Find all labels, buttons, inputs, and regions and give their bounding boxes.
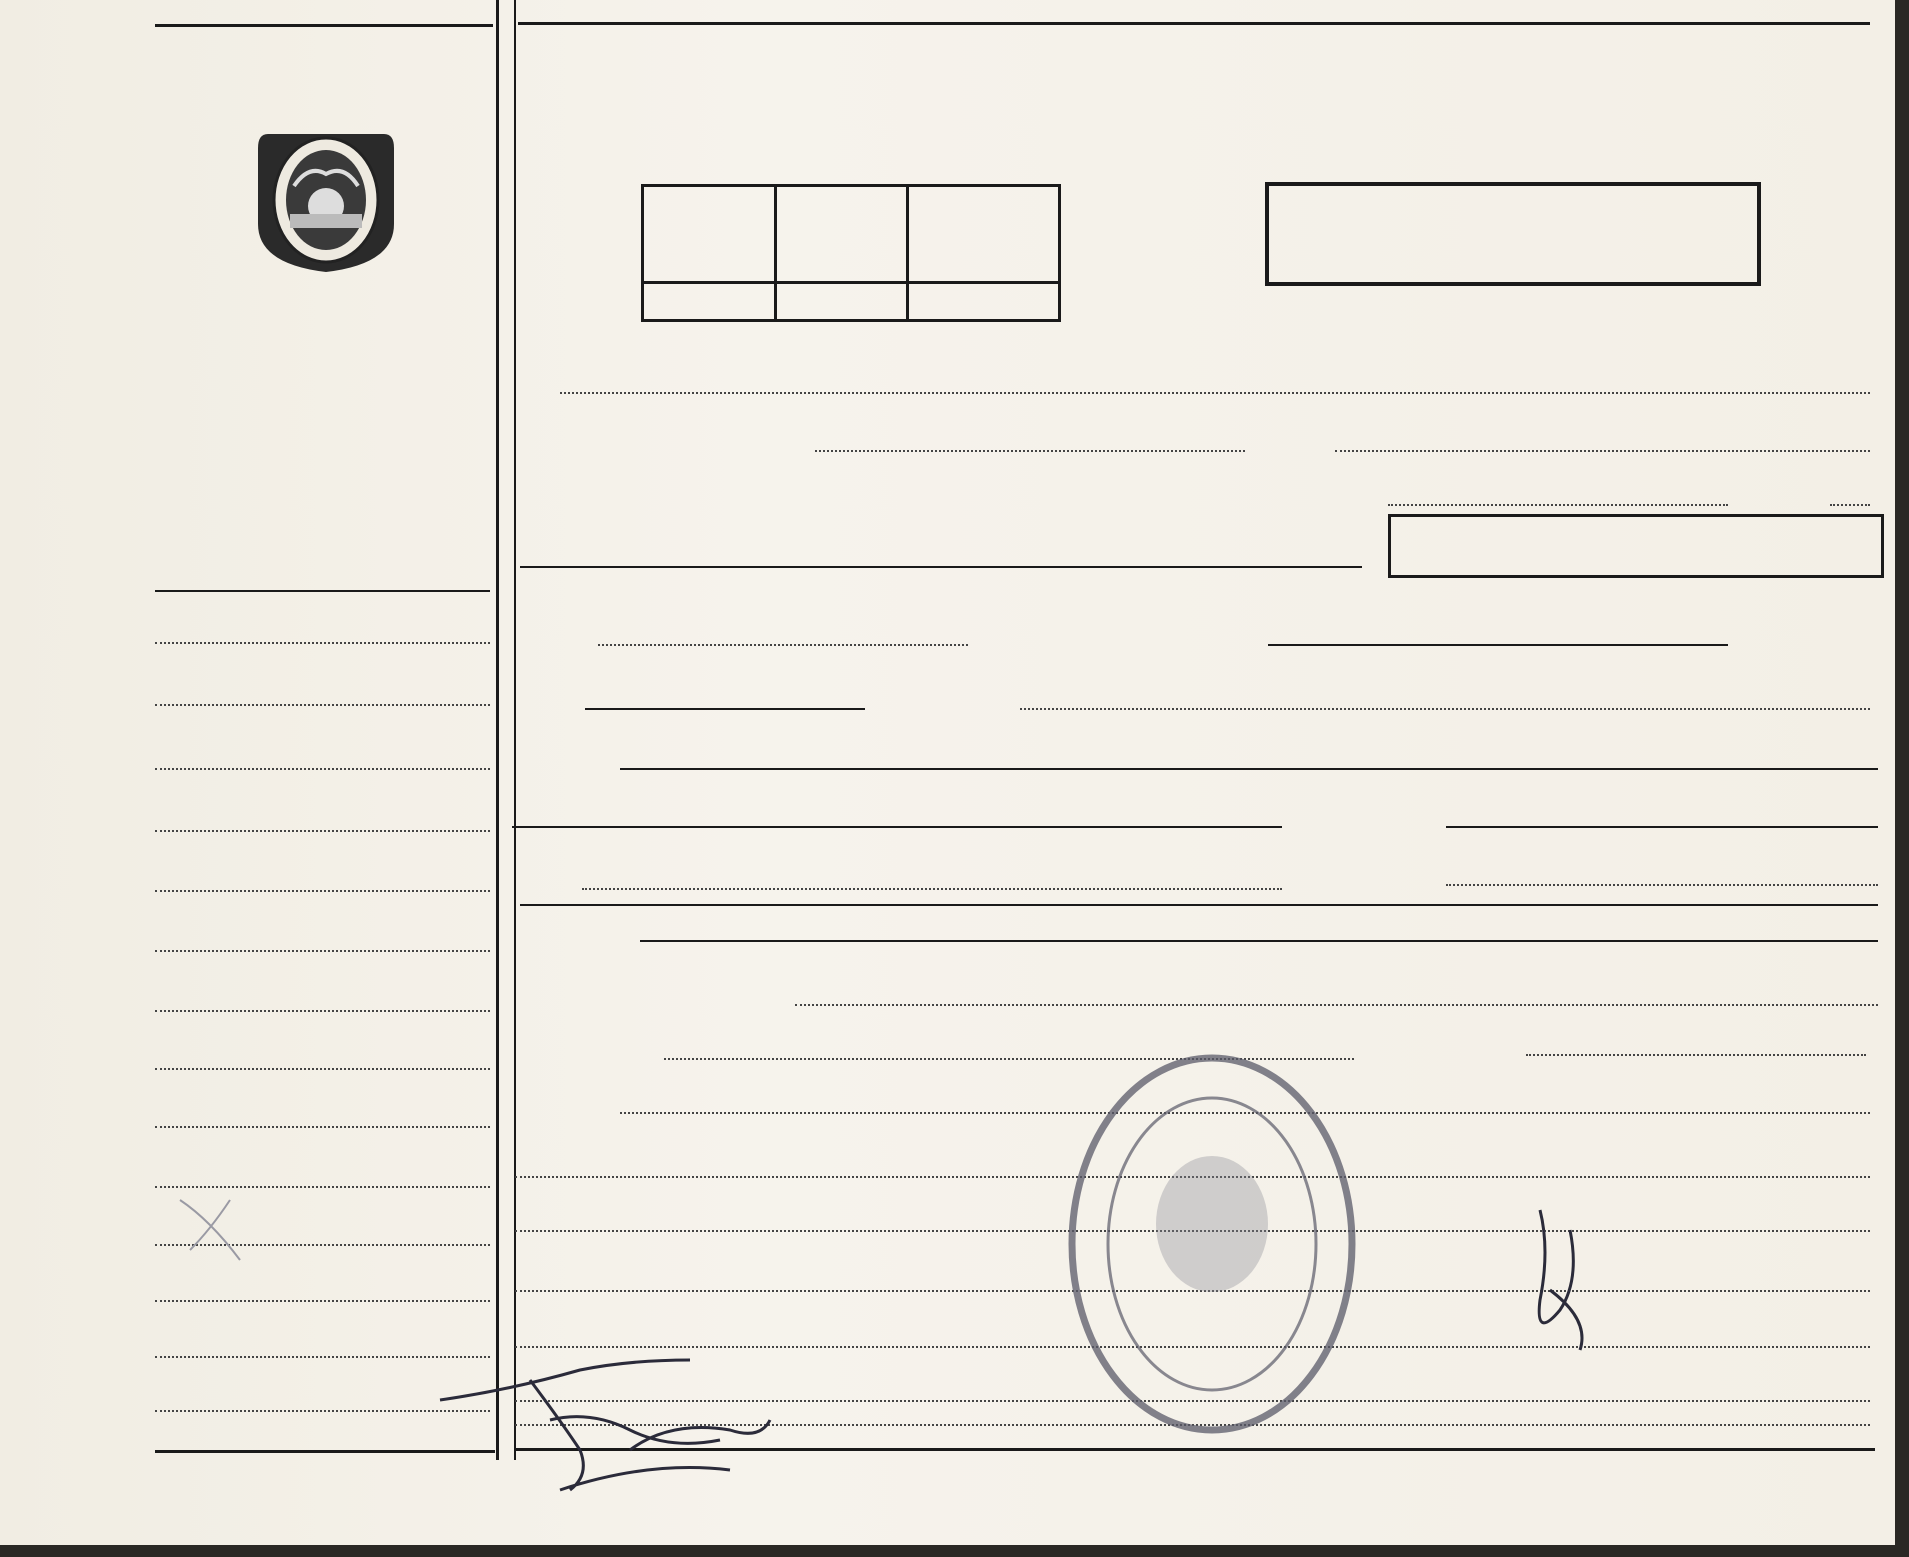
record-number-box [641,184,1061,322]
official-stamp [1062,1048,1362,1440]
dni-box [1388,514,1884,578]
margin-mark [170,1180,260,1270]
provincial-seal [254,114,398,274]
column-divider [496,0,499,1460]
authorized-signature [1510,1190,1630,1360]
top-rule-left [155,24,493,27]
column-divider-inner [514,0,516,1460]
officer-signature [430,1300,850,1500]
record-type-box [1265,182,1761,286]
top-rule-right [518,22,1870,25]
